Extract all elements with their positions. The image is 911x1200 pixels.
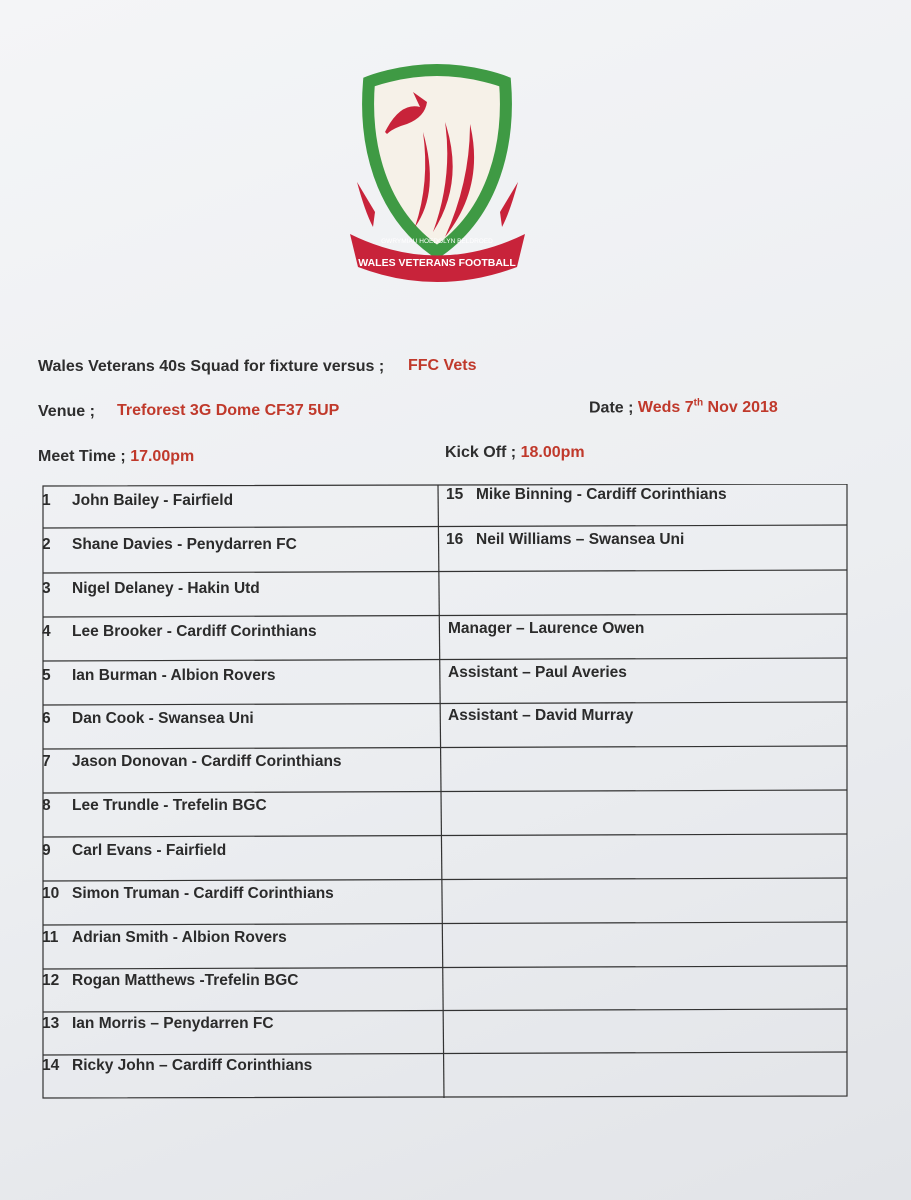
table-grid-lines [42, 484, 848, 1099]
date-label: Date ; [589, 399, 634, 417]
date-line [589, 398, 778, 417]
player-row: 12 Rogan Matthews -Trefelin BGC [42, 972, 299, 989]
squad-label: Wales Veterans 40s Squad for fixture versus ; [38, 358, 385, 375]
player-row: 3 Nigel Delaney - Hakin Utd [42, 580, 260, 597]
opponent: FFC Vets [408, 357, 477, 374]
player-row: 8 Lee Trundle - Trefelin BGC [42, 797, 267, 814]
player-row: 13 Ian Morris – Penydarren FC [42, 1015, 274, 1032]
venue-value: Treforest 3G Dome CF37 5UP [117, 402, 340, 419]
meet-time-label: Meet Time ; [38, 448, 126, 465]
player-row: 14 Ricky John – Cardiff Corinthians [42, 1057, 313, 1074]
svg-text:WALES VETERANS FOOTBALL: WALES VETERANS FOOTBALL [358, 257, 516, 269]
player-row: 10 Simon Truman - Cardiff Corinthians [42, 885, 334, 902]
player-row: 9 Carl Evans - Fairfield [42, 842, 227, 859]
squad-table [42, 484, 848, 1099]
kickoff-value: 18.00pm [520, 444, 585, 461]
kickoff-line [445, 444, 585, 462]
player-row: 7 Jason Donovan - Cardiff Corinthians [42, 753, 342, 770]
player-row: 6 Dan Cook - Swansea Uni [42, 710, 254, 727]
date-value: Weds 7th Nov 2018 [637, 398, 778, 417]
player-row: 16 Neil Williams – Swansea Uni [446, 531, 685, 548]
svg-text:GWRYMIAU HOEDOLYN BELDROED: GWRYMIAU HOEDOLYN BELDROED [381, 238, 493, 245]
player-row: 1 John Bailey - Fairfield [42, 492, 234, 509]
player-row: 2 Shane Davies - Penydarren FC [42, 536, 297, 553]
meet-time-value: 17.00pm [130, 448, 195, 465]
player-row: 11 Adrian Smith - Albion Rovers [42, 929, 287, 946]
kickoff-label: Kick Off ; [445, 444, 517, 461]
venue-label: Venue ; [38, 403, 95, 420]
player-row: 4 Lee Brooker - Cardiff Corinthians [42, 623, 317, 640]
meet-time-line [38, 448, 194, 466]
wales-veterans-crest-logo [345, 62, 530, 294]
player-row: 15 Mike Binning - Cardiff Corinthians [446, 486, 727, 503]
squad-line [38, 358, 384, 376]
staff-assistant: Assistant – David Murray [448, 707, 634, 724]
player-row: 5 Ian Burman - Albion Rovers [42, 667, 276, 684]
staff-manager: Manager – Laurence Owen [448, 620, 645, 637]
staff-assistant: Assistant – Paul Averies [448, 664, 627, 681]
